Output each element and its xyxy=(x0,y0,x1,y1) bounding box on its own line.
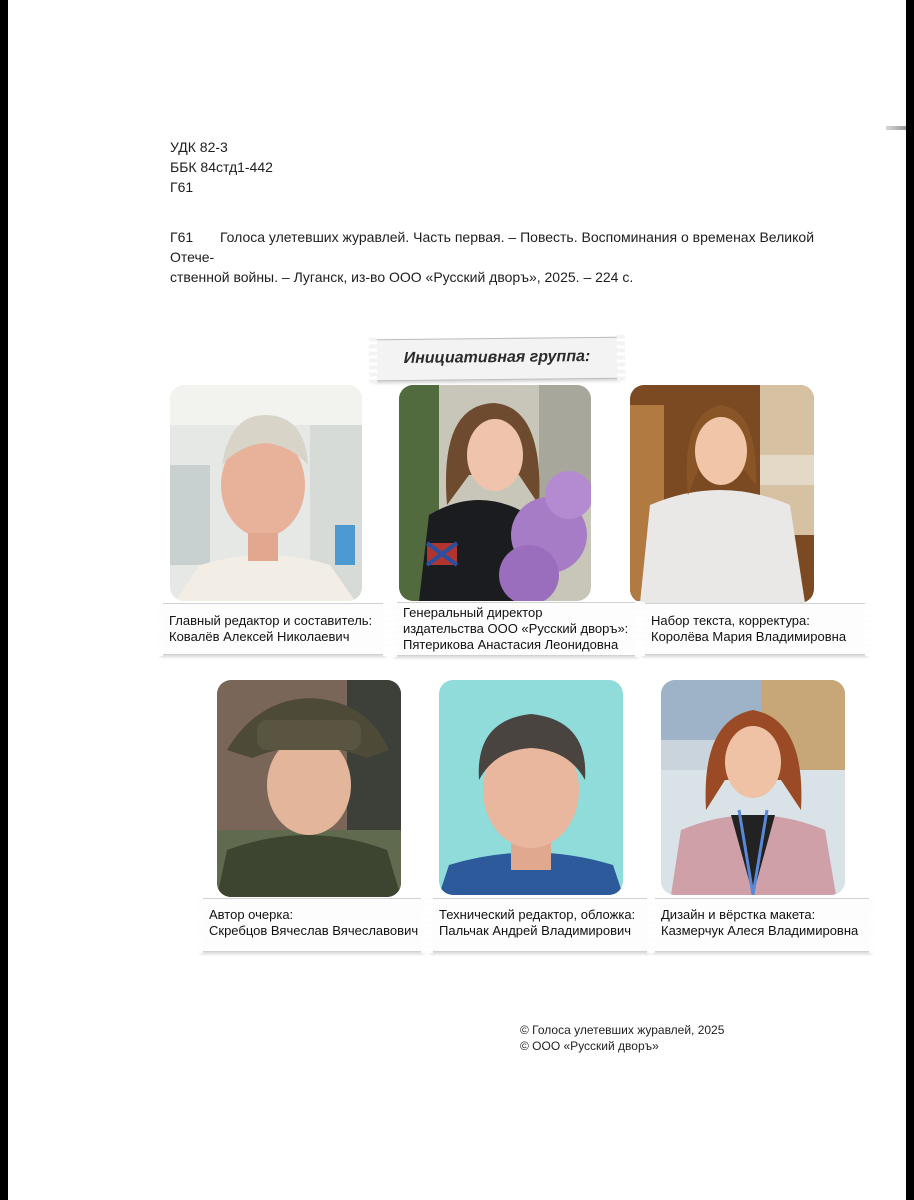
caption-role: Автор очерка: xyxy=(209,907,294,922)
caption-role: Технический редактор, обложка: xyxy=(439,907,636,922)
caption-role: Дизайн и вёрстка макета: xyxy=(661,907,816,922)
book-page xyxy=(8,0,906,1200)
author-mark: Г61 xyxy=(170,179,194,195)
caption-general-director xyxy=(394,602,638,656)
bibliographic-description xyxy=(170,227,850,287)
caption-chief-editor xyxy=(160,603,386,655)
biblio-line-2: ственной войны. – Луганск, из-во ООО «Русский дворъ», 2025. – 224 с. xyxy=(170,269,634,285)
caption-person-name: Пятерикова Анастасия Леонидовна xyxy=(403,637,619,652)
caption-person-name: Казмерчук Алеся Владимировна xyxy=(661,923,859,938)
caption-person-name: Королёва Мария Владимировна xyxy=(651,629,847,644)
copyright-line-2: © ООО «Русский дворъ» xyxy=(520,1039,659,1053)
caption-person-name: Скребцов Вячеслав Вячеславович xyxy=(209,923,419,938)
caption-person-name: Пальчак Андрей Владимирович xyxy=(439,923,632,938)
classification-block xyxy=(170,137,273,197)
banner-title: Инициативная группа: xyxy=(403,348,591,367)
caption-typesetting-proofreading xyxy=(642,603,868,655)
photo-technical-editor xyxy=(439,680,623,895)
photo-typesetting-proofreading xyxy=(630,385,814,603)
biblio-line-1: Голоса улетевших журавлей. Часть первая. – Повесть. Воспоминания о временах Великой Отече- xyxy=(170,229,815,265)
caption-design-layout xyxy=(652,898,872,952)
photo-general-director xyxy=(399,385,591,601)
caption-person-name: Ковалёв Алексей Николаевич xyxy=(169,629,350,644)
photo-design-layout xyxy=(661,680,845,895)
page-edge-mark xyxy=(886,126,906,130)
photo-essay-author xyxy=(217,680,401,897)
caption-essay-author xyxy=(200,898,424,952)
biblio-code: Г61 xyxy=(170,229,194,245)
copyright-line-1: © Голоса улетевших журавлей, 2025 xyxy=(520,1023,725,1037)
caption-technical-editor xyxy=(430,898,650,952)
photo-chief-editor xyxy=(170,385,362,601)
copyright-block xyxy=(520,1022,724,1054)
bbk-code: ББК 84стд1-442 xyxy=(170,159,273,175)
caption-role: Главный редактор и составитель: xyxy=(169,613,373,628)
caption-role: Генеральный директор xyxy=(403,605,543,620)
caption-role-line-2: издательства ООО «Русский дворъ»: xyxy=(403,621,629,636)
initiative-group-banner xyxy=(374,337,620,382)
caption-role: Набор текста, корректура: xyxy=(651,613,810,628)
udk-code: УДК 82-3 xyxy=(170,139,228,155)
